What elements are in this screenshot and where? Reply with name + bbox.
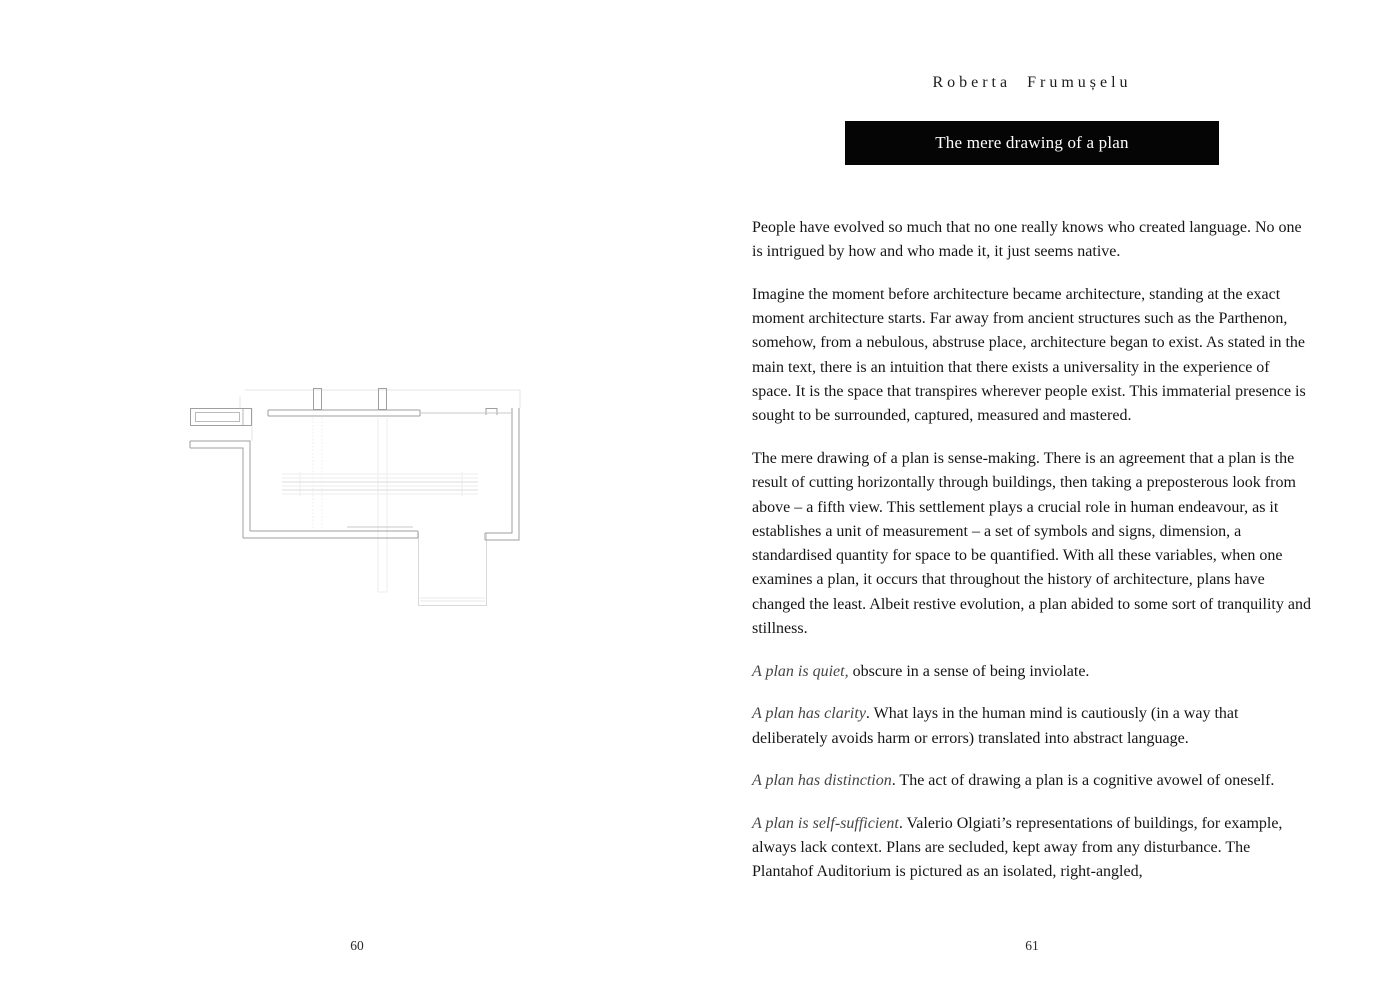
body-paragraphs <box>752 216 1312 903</box>
paragraph-text: . What lays in the human mind is cautiously (in a way that deliberately avoids harm or errors) translated into abstract language. <box>752 705 1239 747</box>
page-number-right: 61 <box>1025 938 1039 953</box>
body-paragraph <box>752 447 1312 641</box>
right-page <box>694 0 1389 996</box>
paragraph-text: People have evolved so much that no one really knows who created language. No one is intrigued by how and who made it, it just seems native. <box>752 219 1302 261</box>
paragraph-lead-italic: A plan has clarity <box>752 705 866 723</box>
floor-plan-drawing <box>185 378 530 615</box>
left-page <box>0 0 694 996</box>
paragraph-text: obscure in a sense of being inviolate. <box>848 662 1090 680</box>
body-paragraph <box>752 702 1312 751</box>
paragraph-text: Imagine the moment before architecture became architecture, standing at the exact moment architecture starts. Far away from ancient structures such as the Parthenon, somehow, from a nebulous, abstruse place, architecture began to exist. As stated in the main text, there is an intuition that there exists a universality in the experience of space. It is the space that transpires wherever people exist. This immaterial presence is sought to be surrounded, captured, measured and mastered. <box>752 285 1306 425</box>
paragraph-text: The mere drawing of a plan is sense-making. There is an agreement that a plan is the result of cutting horizontally through buildings, then taking a preposterous look from above – a fifth view. This settlement plays a crucial role in human endeavour, as it establishes a unit of measurement – a set of symbols and signs, dimension, a standardised quantity for space to be quantified. With all these variables, when one examines a plan, it occurs that throughout the history of architecture, plans have changed the least. Albeit restive evolution, a plan abided to some sort of tranquility and stillness. <box>752 449 1311 638</box>
page-number-left: 60 <box>350 938 364 953</box>
chapter-title: The mere drawing of a plan <box>935 133 1129 152</box>
paragraph-lead-italic: A plan is self-sufficient <box>752 814 899 832</box>
body-paragraph <box>752 812 1312 885</box>
paragraph-text: . Valerio Olgiati’s representations of buildings, for example, always lack context. Plans are secluded, kept away from any disturbance. The Plantahof Auditorium is pictured as an isolated, right-angled, <box>752 814 1283 881</box>
body-paragraph <box>752 216 1312 265</box>
body-paragraph <box>752 660 1312 684</box>
paragraph-lead-italic: A plan has distinction <box>752 772 892 790</box>
paragraph-text: . The act of drawing a plan is a cognitive avowel of oneself. <box>891 772 1275 790</box>
title-banner <box>845 121 1219 165</box>
author-name: Roberta Frumușelu <box>932 74 1132 91</box>
paragraph-lead-italic: A plan is quiet, <box>752 662 849 680</box>
body-paragraph <box>752 769 1312 793</box>
body-paragraph <box>752 283 1312 429</box>
